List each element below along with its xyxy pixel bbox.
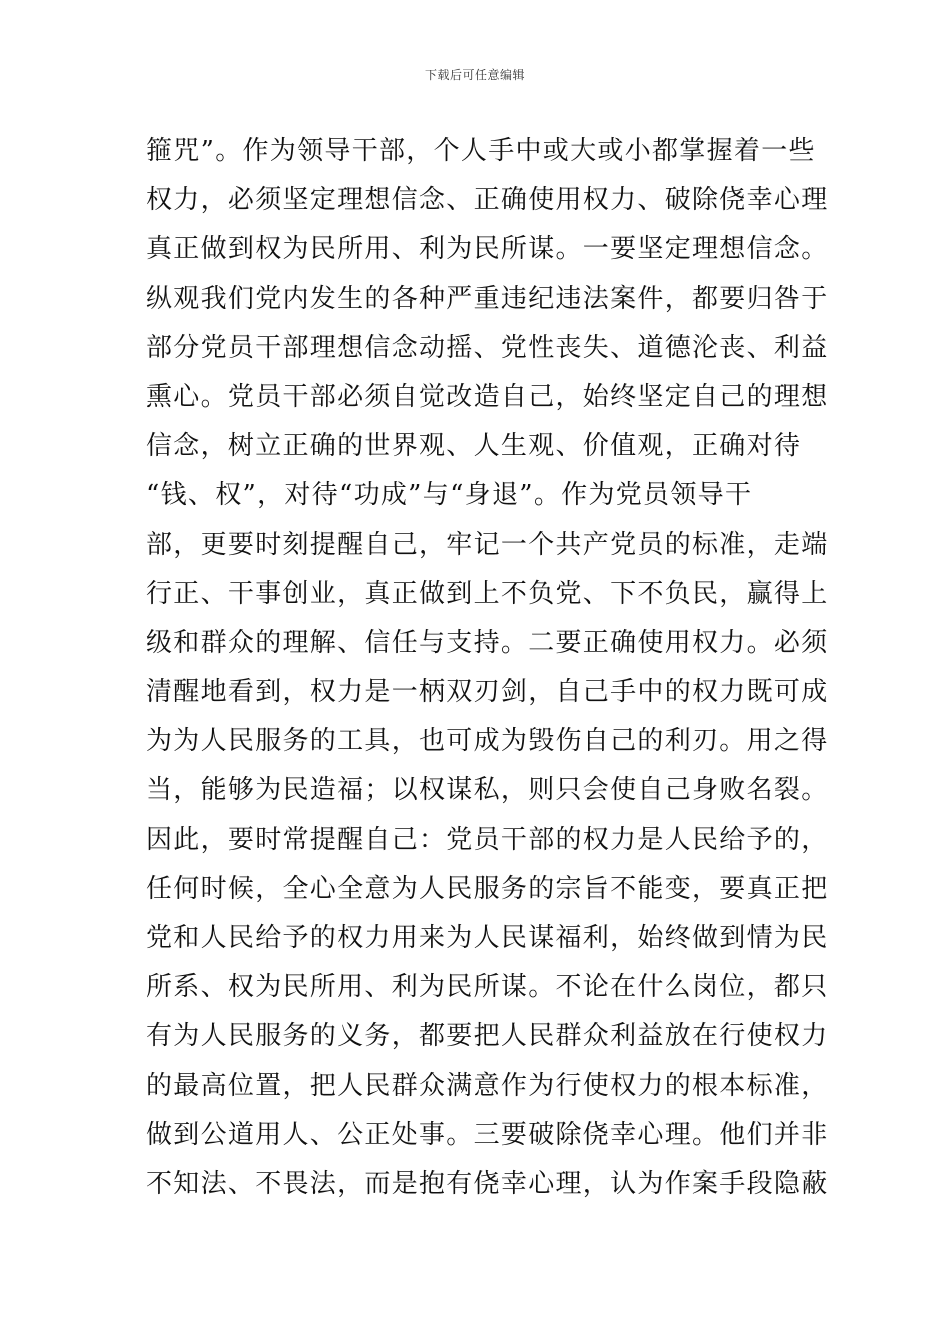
text-line: 部分党员干部理想信念动摇、党性丧失、道德沦丧、利益 bbox=[146, 332, 829, 363]
text-line: 部，更要时刻提醒自己，牢记一个共产党员的标准，走端 bbox=[146, 529, 829, 560]
text-line: 级和群众的理解、信任与支持。二要正确使用权力。必须 bbox=[146, 627, 829, 658]
text-line: 行正、干事创业，真正做到上不负党、下不负民，赢得上 bbox=[146, 578, 829, 609]
text-line: 的最高位置，把人民群众满意作为行使权力的根本标准， bbox=[146, 1070, 829, 1101]
text-line: 权力，必须坚定理想信念、正确使用权力、破除侥幸心理 bbox=[146, 185, 829, 216]
page-header-note: 下载后可任意编辑 bbox=[424, 68, 525, 82]
text-line: 为为人民服务的工具，也可成为毁伤自己的利刃。用之得 bbox=[146, 726, 829, 757]
text-line: 党和人民给予的权力用来为人民谋福利，始终做到情为民 bbox=[146, 923, 829, 953]
text-line: 熏心。党员干部必须自觉改造自己，始终坚定自己的理想 bbox=[146, 381, 829, 412]
text-line: 纵观我们党内发生的各种严重违纪违法案件，都要归咎于 bbox=[146, 283, 829, 314]
text-line: 所系、权为民所用、利为民所谋。不论在什么岗位，都只 bbox=[146, 972, 829, 1003]
text-line: 因此，要时常提醒自己：党员干部的权力是人民给予的， bbox=[146, 824, 829, 855]
text-line: 清醒地看到，权力是一柄双刃剑，自己手中的权力既可成 bbox=[146, 677, 829, 708]
text-line: 有为人民服务的义务，都要把人民群众利益放在行使权力 bbox=[146, 1021, 829, 1052]
text-line: “钱、权”，对待“功成”与“身退”。作为党员领导干 bbox=[146, 480, 753, 511]
text-line: 当，能够为民造福；以权谋私，则只会使自己身败名裂。 bbox=[146, 775, 829, 806]
text-line: 任何时候，全心全意为人民服务的宗旨不能变，要真正把 bbox=[146, 873, 829, 904]
text-line: 箍咒”。作为领导干部，个人手中或大或小都掌握着一些 bbox=[146, 136, 816, 166]
text-line: 真正做到权为民所用、利为民所谋。一要坚定理想信念。 bbox=[146, 234, 829, 265]
text-line: 信念，树立正确的世界观、人生观、价值观，正确对待 bbox=[146, 431, 802, 462]
text-line: 做到公道用人、公正处事。三要破除侥幸心理。他们并非 bbox=[146, 1119, 829, 1150]
text-line: 不知法、不畏法，而是抱有侥幸心理，认为作案手段隐蔽 bbox=[146, 1168, 829, 1199]
body-text bbox=[146, 127, 829, 1209]
